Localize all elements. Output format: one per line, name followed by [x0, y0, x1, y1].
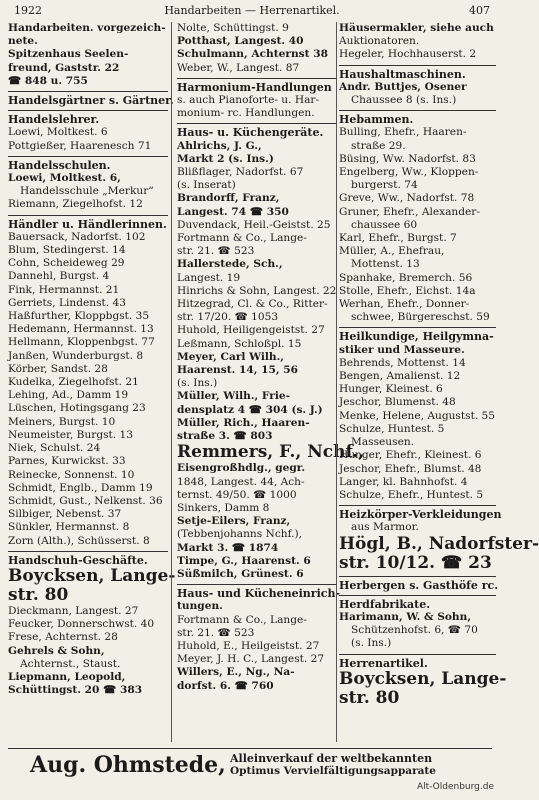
directory-entry: Dannehl, Burgst. 4 — [8, 270, 110, 283]
directory-entry: Spitzenhaus Seelen- — [8, 48, 129, 61]
category-heading: Heilkundige, Heilgymna- — [339, 327, 496, 343]
directory-entry: (s. Ins.) — [351, 637, 392, 650]
directory-entry: Werhan, Ehefr., Donner- — [339, 298, 470, 311]
directory-entry: Fortmann & Co., Lange- — [177, 613, 307, 626]
directory-entry: Sünkler, Hermannst. 8 — [8, 521, 130, 534]
directory-entry: Stolle, Ehefr., Eichst. 14a — [339, 284, 476, 297]
advertiser-name: Aug. Ohmstede, — [30, 752, 226, 778]
directory-entry: Dieckmann, Langest. 27 — [8, 604, 139, 617]
column-2 — [177, 22, 365, 693]
directory-entry: Brandorff, Franz, — [177, 192, 280, 205]
directory-entry: densplatz 4 ☎ 304 (s. J.) — [177, 403, 323, 416]
directory-entry: Frese, Achternst. 28 — [8, 631, 118, 644]
directory-entry: Reinecke, Sonnenst. 10 — [8, 468, 135, 481]
category-heading: Handelsgärtner s. Gärtner. — [8, 91, 168, 107]
directory-entry: Masseusen. — [351, 436, 415, 449]
directory-entry: Setje-Eilers, Franz, — [177, 515, 291, 528]
directory-entry: Hedemann, Hermannst. 13 — [8, 323, 154, 336]
directory-entry: Potthast, Langest. 40 — [177, 35, 304, 48]
directory-entry: Schüttingst. 20 ☎ 383 — [8, 684, 143, 697]
directory-entry: Kudelka, Ziegelhofst. 21 — [8, 376, 139, 389]
directory-entry: 1848, Langest. 44, Ach- — [177, 475, 305, 488]
directory-entry: Süßmilch, Grünest. 6 — [177, 567, 304, 580]
directory-entry: Greve, Ww., Nadorfst. 78 — [339, 192, 475, 205]
directory-entry: Engelberg, Ww., Kloppen- — [339, 166, 479, 179]
directory-entry: chaussee 60 — [351, 218, 418, 231]
directory-entry: Langest. 19 — [177, 271, 241, 284]
directory-entry: Mottenst. 13 — [351, 258, 420, 271]
directory-entry: Handelsschule „Merkur“ — [20, 185, 154, 198]
header-section: Handarbeiten — Herrenartikel. — [164, 4, 340, 17]
directory-entry: Remmers, F., Nchf., — [177, 442, 365, 463]
directory-entry: Menke, Helene, Augustst. 55 — [339, 409, 496, 422]
directory-entry: Auktionatoren. — [339, 35, 420, 48]
directory-entry: Niek, Schulst. 24 — [8, 442, 101, 455]
category-heading: Hebammen. — [339, 110, 496, 126]
directory-entry: schwee, Bürgereschst. 59 — [351, 311, 490, 324]
column-1 — [8, 22, 176, 697]
directory-entry: Schmidt, Gust., Nelkenst. 36 — [8, 494, 163, 507]
directory-entry: Haßfurther, Kloppbgst. 35 — [8, 310, 150, 323]
category-heading: Herdfabrikate. — [339, 595, 496, 611]
directory-entry: Hunger, Ehefr., Kleinest. 6 — [339, 449, 482, 462]
category-heading: Herbergen s. Gasthöfe rc. — [339, 576, 496, 592]
directory-entry: Parnes, Kurwickst. 33 — [8, 455, 126, 468]
directory-entry: Schulmann, Achternst 38 — [177, 48, 328, 61]
directory-entry: straße 3. ☎ 803 — [177, 430, 273, 443]
directory-entry: Weber, W., Langest. 87 — [177, 61, 300, 74]
directory-entry: Huhold, Heiligengeistst. 27 — [177, 324, 325, 337]
directory-entry: str. 17/20. ☎ 1053 — [177, 311, 279, 324]
category-heading: Handschuh-Geschäfte. — [8, 551, 168, 567]
directory-entry: Andr. Buttjes, Osener — [339, 80, 467, 93]
directory-entry: Boycksen, Lange- — [339, 668, 507, 689]
directory-entry: Fortmann & Co., Lange- — [177, 232, 307, 245]
directory-entry: tungen. — [177, 600, 223, 613]
directory-entry: str. 80 — [339, 687, 400, 708]
directory-entry: str. 80 — [8, 584, 69, 605]
directory-entry: straße 29. — [351, 139, 406, 152]
category-heading: Haushaltmaschinen. — [339, 65, 496, 81]
directory-entry: Jeschor, Ehefr., Blumst. 48 — [339, 462, 482, 475]
directory-entry: freund, Gaststr. 22 — [8, 61, 120, 74]
category-heading: Handelsschulen. — [8, 156, 168, 172]
directory-entry: Willers, E., Ng., Na- — [177, 666, 295, 679]
directory-entry: Eisengroßhdlg., gegr. — [177, 462, 306, 475]
directory-entry: nete. — [8, 35, 38, 48]
directory-entry: Hellmann, Kloppenbgst. 77 — [8, 336, 155, 349]
directory-entry: Jeschor, Blumenst. 48 — [339, 396, 456, 409]
directory-entry: Schulze, Ehefr., Huntest. 5 — [339, 488, 484, 501]
directory-entry: stiker und Masseure. — [339, 343, 465, 356]
directory-entry: Zorn (Alth.), Schüsserst. 8 — [8, 534, 150, 547]
directory-entry: (s. Inserat) — [177, 179, 236, 192]
directory-entry: Riemann, Ziegelhofst. 12 — [8, 198, 143, 211]
directory-entry: Häusermakler, siehe auch — [339, 22, 494, 34]
directory-entry: Fink, Hermannst. 21 — [8, 283, 120, 296]
directory-entry: Bulling, Ehefr., Haaren- — [339, 126, 467, 139]
directory-entry: Müller, A., Ehefrau, — [339, 245, 445, 258]
advert-line-1: Alleinverkauf der weltbekannten — [230, 752, 433, 765]
directory-entry: Neumeister, Burgst. 13 — [8, 428, 134, 441]
category-heading: Haus- u. Küchengeräte. — [177, 123, 337, 139]
directory-entry: Hallerstede, Sch., — [177, 258, 283, 271]
directory-entry: Meyer, J. H. C., Langest. 27 — [177, 653, 325, 666]
column-3 — [339, 22, 539, 708]
directory-entry: (s. Ins.) — [177, 377, 218, 390]
directory-entry: Feucker, Donnerschwst. 40 — [8, 618, 155, 631]
directory-entry: str. 10/12. ☎ 23 — [339, 552, 492, 573]
directory-entry: Loewi, Moltkest. 6, — [8, 172, 121, 185]
directory-entry: Högl, B., Nadorfster- — [339, 533, 539, 554]
directory-entry: ternst. 49/50. ☎ 1000 — [177, 488, 297, 501]
directory-entry: Behrends, Mottenst. 14 — [339, 356, 466, 369]
directory-entry: Müller, Wilh., Frie- — [177, 390, 291, 403]
advert-line-2: Optimus Vervielfältigungsapparate — [230, 765, 436, 777]
directory-entry: Markt 3. ☎ 1874 — [177, 541, 279, 554]
directory-entry: Blum, Stedingerst. 14 — [8, 244, 126, 257]
directory-entry: Hitzegrad, Cl. & Co., Ritter- — [177, 298, 328, 311]
directory-entry: Huhold, E., Heilgeistst. 27 — [177, 639, 320, 652]
category-heading: Harmonium-Handlungen — [177, 78, 337, 94]
directory-entry: Handarbeiten. vorgezeich- — [8, 22, 166, 34]
directory-entry: Schulze, Huntest. 5 — [339, 422, 445, 435]
directory-entry: Lüschen, Hotingsgang 23 — [8, 402, 146, 415]
directory-entry: Silbiger, Nebenst. 37 — [8, 508, 122, 521]
directory-entry: Meiners, Burgst. 10 — [8, 415, 116, 428]
directory-entry: Körber, Sandst. 28 — [8, 362, 108, 375]
column-divider — [171, 22, 172, 742]
directory-entry: Müller, Rich., Haaren- — [177, 416, 310, 429]
category-heading: Herrenartikel. — [339, 654, 496, 670]
category-heading: Heizkörper-Verkleidungen — [339, 505, 496, 521]
category-heading: Handelslehrer. — [8, 110, 168, 126]
directory-entry: Schmidt, Englb., Damm 19 — [8, 481, 153, 494]
directory-entry: Loewi, Moltkest. 6 — [8, 126, 108, 139]
directory-entry: Timpe, G., Haarenst. 6 — [177, 554, 311, 567]
directory-entry: Chaussee 8 (s. Ins.) — [351, 94, 457, 107]
directory-entry: Meyer, Carl Wilh., — [177, 350, 284, 363]
directory-entry: Hunger, Kleinest. 6 — [339, 383, 443, 396]
directory-entry: Langest. 74 ☎ 350 — [177, 205, 289, 218]
directory-entry: Haarenst. 14, 15, 56 — [177, 364, 298, 377]
directory-entry: str. 21. ☎ 523 — [177, 245, 255, 258]
directory-entry: aus Marmor. — [351, 521, 419, 534]
category-heading: Haus- und Kücheneinrich- — [177, 584, 337, 600]
directory-entry: Büsing, Ww. Nadorfst. 83 — [339, 152, 476, 165]
watermark: Alt-Oldenburg.de — [416, 782, 494, 792]
directory-entry: Hinrichs & Sohn, Langest. 22 — [177, 284, 337, 297]
directory-entry: Pottgießer, Haarenesch 71 — [8, 139, 152, 152]
directory-entry: Karl, Ehefr., Burgst. 7 — [339, 232, 457, 245]
directory-entry: Harimann, W. & Sohn, — [339, 610, 472, 623]
directory-entry: Bauersack, Nadorfst. 102 — [8, 230, 146, 243]
page-header — [14, 4, 490, 20]
directory-entry: str. 21. ☎ 523 — [177, 626, 255, 639]
directory-entry: Nolte, Schüttingst. 9 — [177, 22, 289, 34]
directory-entry: Langer, kl. Bahnhofst. 4 — [339, 475, 468, 488]
directory-entry: burgerst. 74 — [351, 179, 418, 192]
directory-entry: Gruner, Ehefr., Alexander- — [339, 205, 480, 218]
directory-entry: Sinkers, Damm 8 — [177, 501, 270, 514]
category-heading: Händler u. Händlerinnen. — [8, 215, 168, 231]
directory-entry: Hegeler, Hochhauserst. 2 — [339, 48, 477, 61]
directory-entry: Cohn, Scheideweg 29 — [8, 257, 125, 270]
directory-entry: Spanhake, Bremerch. 56 — [339, 271, 473, 284]
directory-entry: Schützenhofst. 6, ☎ 70 — [351, 624, 478, 637]
directory-entry: Bengen, Amalienst. 12 — [339, 370, 461, 383]
directory-entry: Gehrels & Sohn, — [8, 644, 105, 657]
directory-entry: Gerriets, Lindenst. 43 — [8, 296, 126, 309]
directory-entry: Janßen, Wunderburgst. 8 — [8, 349, 144, 362]
directory-entry: monium- rc. Handlungen. — [177, 107, 315, 120]
column-divider — [336, 22, 337, 742]
directory-entry: Ahlrichs, J. G., — [177, 139, 262, 152]
directory-entry: Achternst., Staust. — [20, 657, 121, 670]
directory-entry: ☎ 848 u. 755 — [8, 74, 88, 87]
header-year: 1922 — [14, 4, 42, 17]
directory-entry: Boycksen, Lange- — [8, 565, 176, 586]
directory-entry: Blißflager, Nadorfst. 67 — [177, 166, 304, 179]
footer-advertisement — [8, 748, 492, 779]
directory-entry: Markt 2 (s. Ins.) — [177, 152, 274, 165]
header-page-number: 407 — [469, 4, 490, 17]
directory-entry: s. auch Pianoforte- u. Har- — [177, 94, 320, 107]
directory-entry: Lehing, Ad., Damm 19 — [8, 389, 129, 402]
directory-entry: Duvendack, Heil.-Geistst. 25 — [177, 218, 331, 231]
directory-entry: dorfst. 6. ☎ 760 — [177, 679, 274, 692]
directory-entry: Leßmann, Schloßpl. 15 — [177, 337, 302, 350]
directory-entry: (Tebbenjohanns Nchf.), — [177, 528, 302, 541]
directory-entry: Liepmann, Leopold, — [8, 670, 126, 683]
